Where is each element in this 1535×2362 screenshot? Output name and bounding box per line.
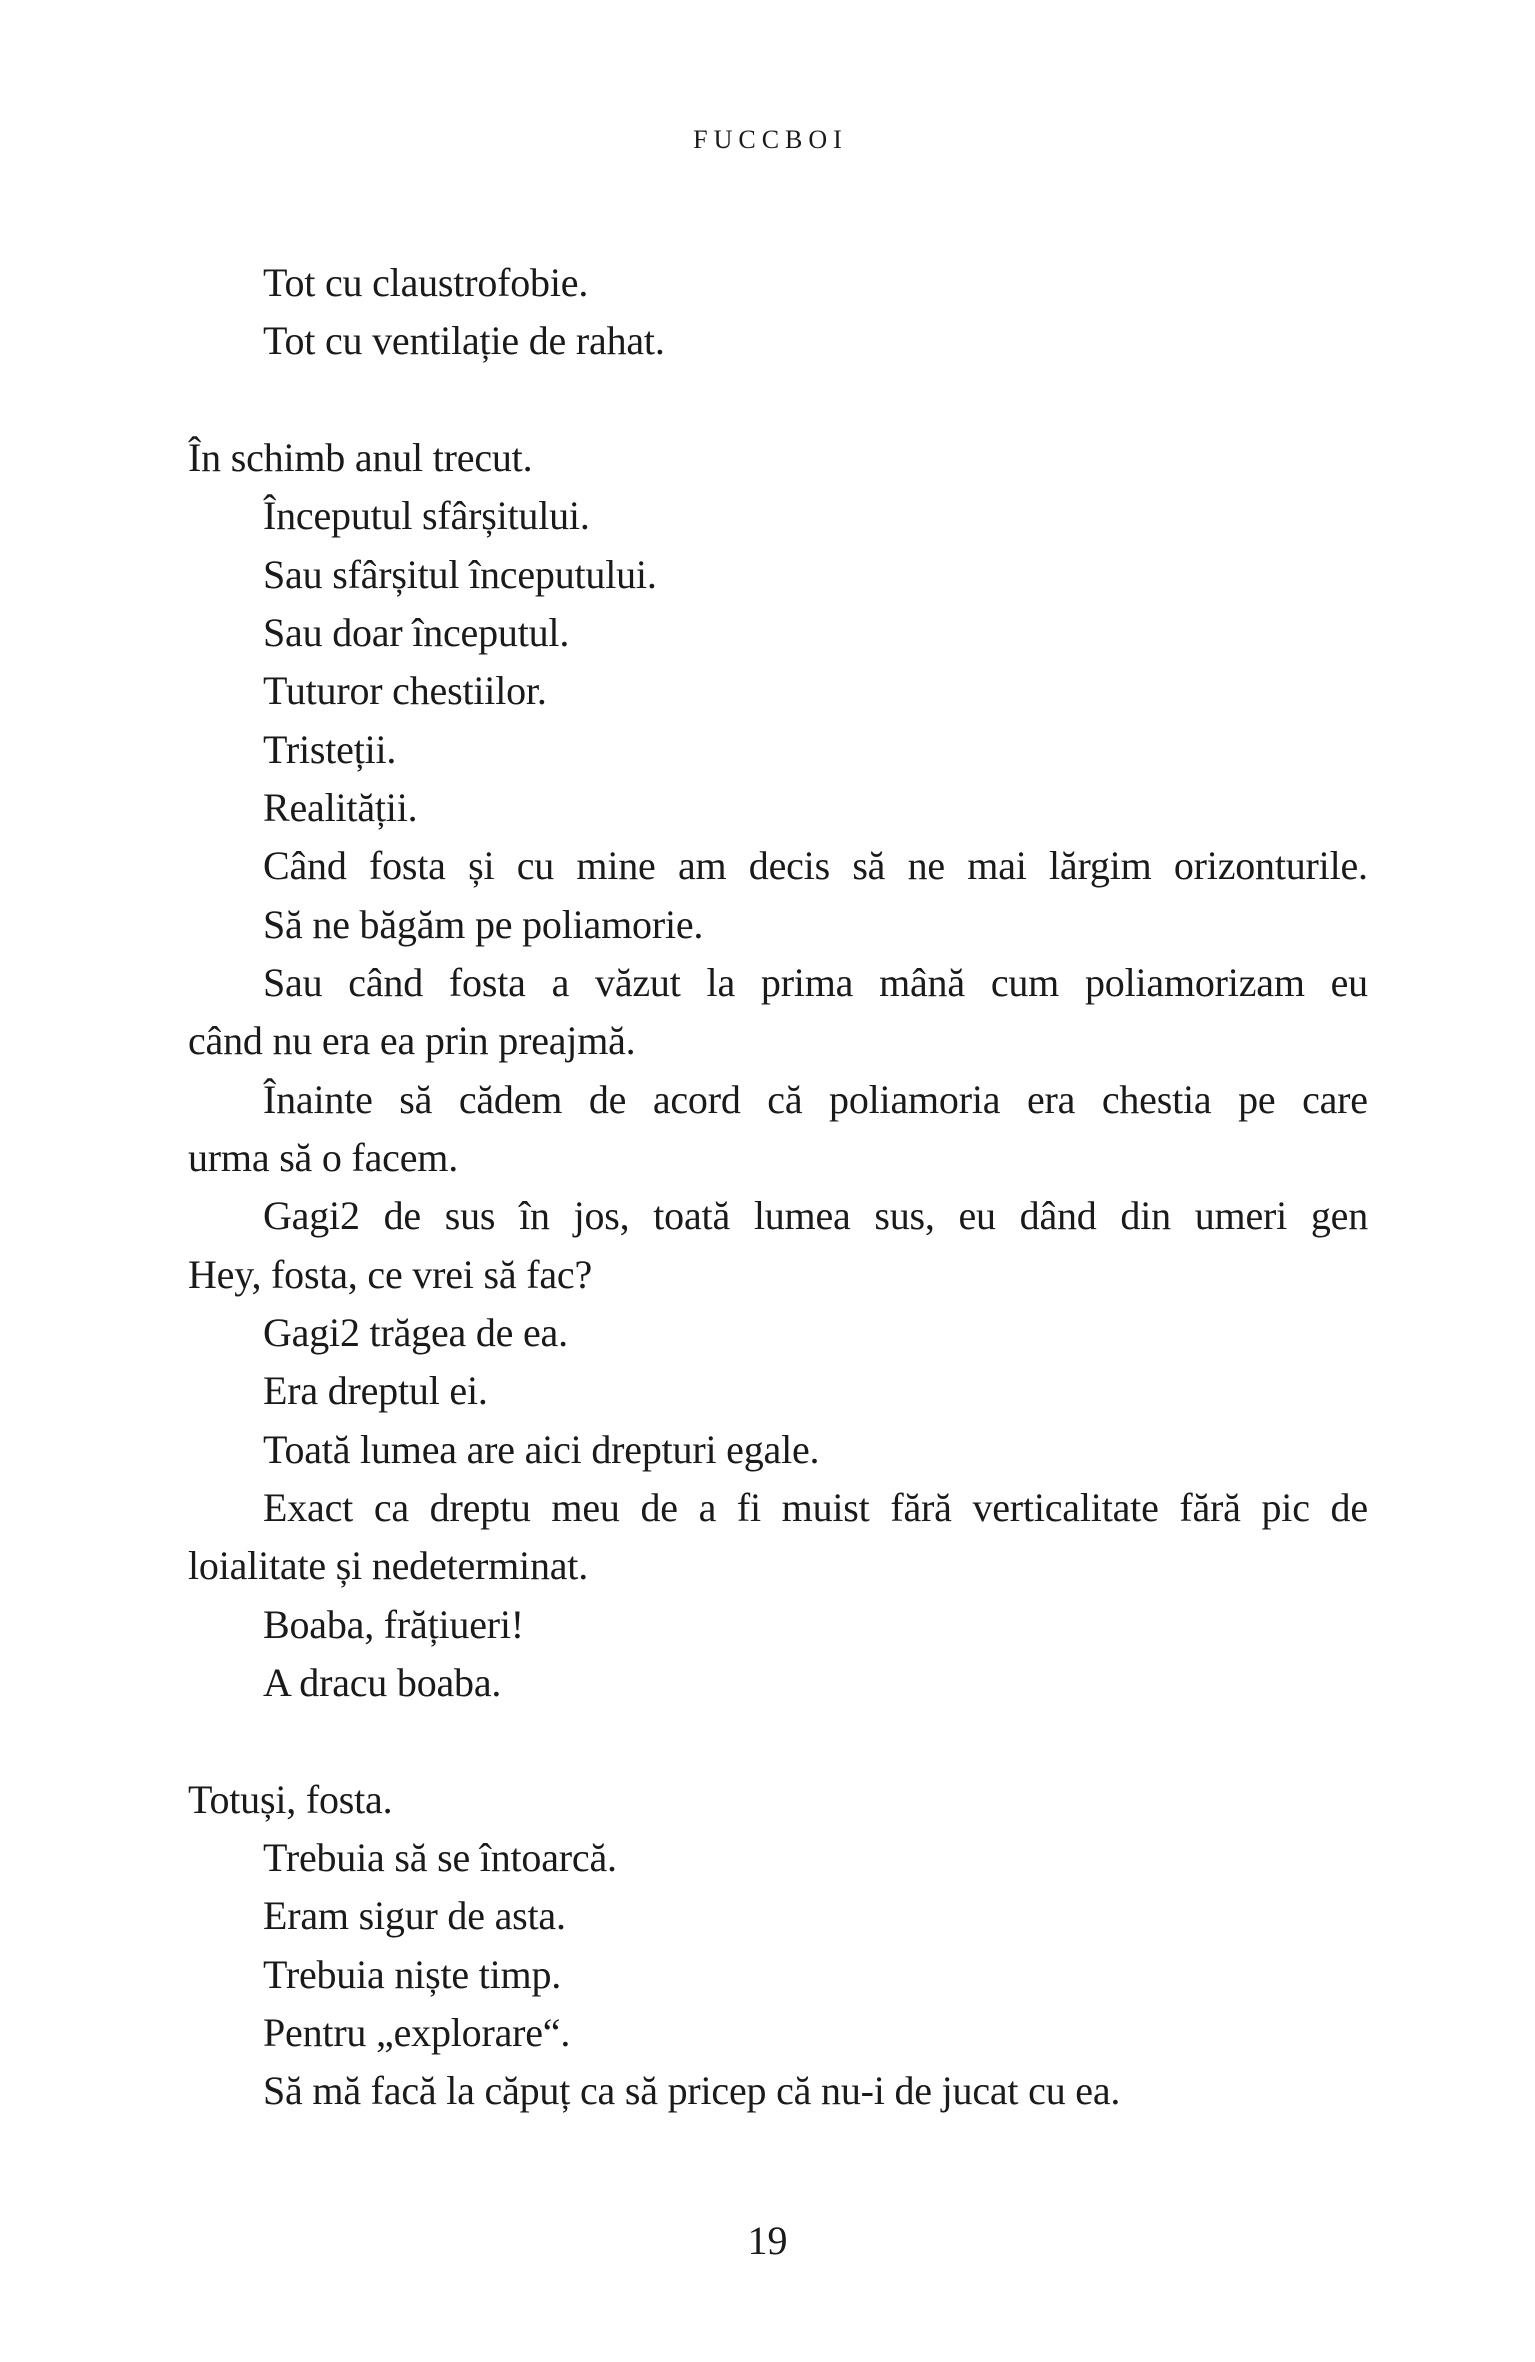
word: că — [767, 1076, 803, 1122]
text-line — [188, 837, 1368, 895]
text-line: Eram sigur de asta. — [263, 1893, 566, 1939]
text-line: urma să o facem. — [188, 1134, 459, 1180]
word: meu — [551, 1484, 620, 1530]
text-line: loialitate și nedeterminat. — [188, 1543, 589, 1589]
text-line: Toată lumea are aici drepturi egale. — [263, 1426, 820, 1472]
text-line: Era dreptul ei. — [263, 1368, 488, 1414]
word: pe — [1238, 1076, 1276, 1122]
text-line: Sau doar începutul. — [263, 609, 570, 655]
text-line: Sau sfârșitul începutului. — [263, 551, 657, 597]
text-line — [188, 1071, 1368, 1129]
word: prima — [760, 959, 854, 1005]
word: de — [1330, 1484, 1368, 1530]
text-line: În schimb anul trecut. — [188, 434, 533, 480]
word: sus — [444, 1193, 496, 1239]
word: mai — [967, 843, 1027, 889]
word: de — [383, 1193, 421, 1239]
word: Sau — [263, 959, 323, 1005]
text-line: Tot cu claustrofobie. — [263, 260, 589, 305]
running-head: FUCCBOI — [693, 125, 848, 154]
text-line: Trebuia să se întoarcă. — [263, 1834, 617, 1880]
word: eu — [958, 1193, 996, 1239]
word: muist — [781, 1484, 870, 1530]
word: fosta — [368, 843, 446, 889]
text-line: când nu era ea prin preajmă. — [188, 1018, 636, 1064]
word: gen — [1310, 1193, 1368, 1239]
word: Când — [263, 843, 347, 889]
word: fosta — [448, 959, 526, 1005]
word: Înainte — [263, 1076, 373, 1122]
text-line: Tristeții. — [263, 726, 397, 772]
word: jos, — [573, 1193, 630, 1239]
text-line: A dracu boaba. — [263, 1659, 502, 1705]
word: la — [706, 959, 735, 1005]
text-line: Începutul sfârșitului. — [263, 493, 590, 539]
word: era — [1026, 1076, 1076, 1122]
word: fi — [736, 1484, 761, 1530]
word: mine — [576, 843, 656, 889]
text-line: Să ne băgăm pe poliamorie. — [263, 901, 704, 947]
word: a — [551, 959, 570, 1005]
word: dreptu — [429, 1484, 531, 1530]
text-line: Totuși, fosta. — [188, 1776, 393, 1822]
text-line: Să mă facă la căpuț ca să pricep că nu-i de jucat cu ea. — [263, 2068, 1121, 2114]
word: pic — [1261, 1484, 1310, 1530]
word: cum — [990, 959, 1060, 1005]
word: de — [588, 1076, 627, 1122]
text-line: Trebuia niște timp. — [263, 1951, 562, 1997]
word: și — [468, 843, 495, 889]
word: poliamoria — [829, 1076, 1001, 1122]
word: decis — [748, 843, 830, 889]
text-line: Gagi2 trăgea de ea. — [263, 1309, 568, 1355]
word: Exact — [263, 1484, 354, 1530]
text-line: Tot cu ventilație de rahat. — [263, 318, 665, 364]
word: verticalitate — [972, 1484, 1159, 1530]
word: umeri — [1194, 1193, 1288, 1239]
text-line — [188, 1479, 1368, 1537]
word: orizonturile. — [1173, 843, 1368, 889]
word: a — [698, 1484, 717, 1530]
word: când — [348, 959, 424, 1005]
word: toată — [653, 1193, 731, 1239]
text-line: Tuturor chestiilor. — [263, 668, 547, 714]
text-line: Boaba, frățiueri! — [263, 1601, 524, 1647]
word: lărgim — [1049, 843, 1152, 889]
word: lumea — [753, 1193, 851, 1239]
word: cu — [516, 843, 555, 889]
word: cădem — [458, 1076, 563, 1122]
word: sus, — [874, 1193, 935, 1239]
text-line: Realității. — [263, 784, 418, 830]
word: să — [399, 1076, 433, 1122]
word: de — [640, 1484, 678, 1530]
word: poliamorizam — [1084, 959, 1305, 1005]
text-line: Pentru „explorare“. — [263, 2009, 571, 2055]
text-line — [188, 954, 1368, 1012]
word: ca — [373, 1484, 409, 1530]
word: acord — [652, 1076, 741, 1122]
word: fără — [1179, 1484, 1241, 1530]
word: din — [1120, 1193, 1171, 1239]
word: fără — [890, 1484, 952, 1530]
word: în — [519, 1193, 550, 1239]
word: ne — [907, 843, 945, 889]
word: care — [1302, 1076, 1368, 1122]
word: mână — [879, 959, 965, 1005]
word: am — [677, 843, 727, 889]
page-number: 19 — [747, 2218, 788, 2263]
word: Gagi2 — [263, 1193, 360, 1239]
word: văzut — [595, 959, 681, 1005]
word: să — [852, 843, 886, 889]
text-block — [188, 254, 1368, 2121]
word: eu — [1330, 959, 1368, 1005]
word: dând — [1019, 1193, 1097, 1239]
text-line — [188, 1187, 1368, 1245]
word: chestia — [1101, 1076, 1212, 1122]
text-line: Hey, fosta, ce vrei să fac? — [188, 1251, 592, 1297]
